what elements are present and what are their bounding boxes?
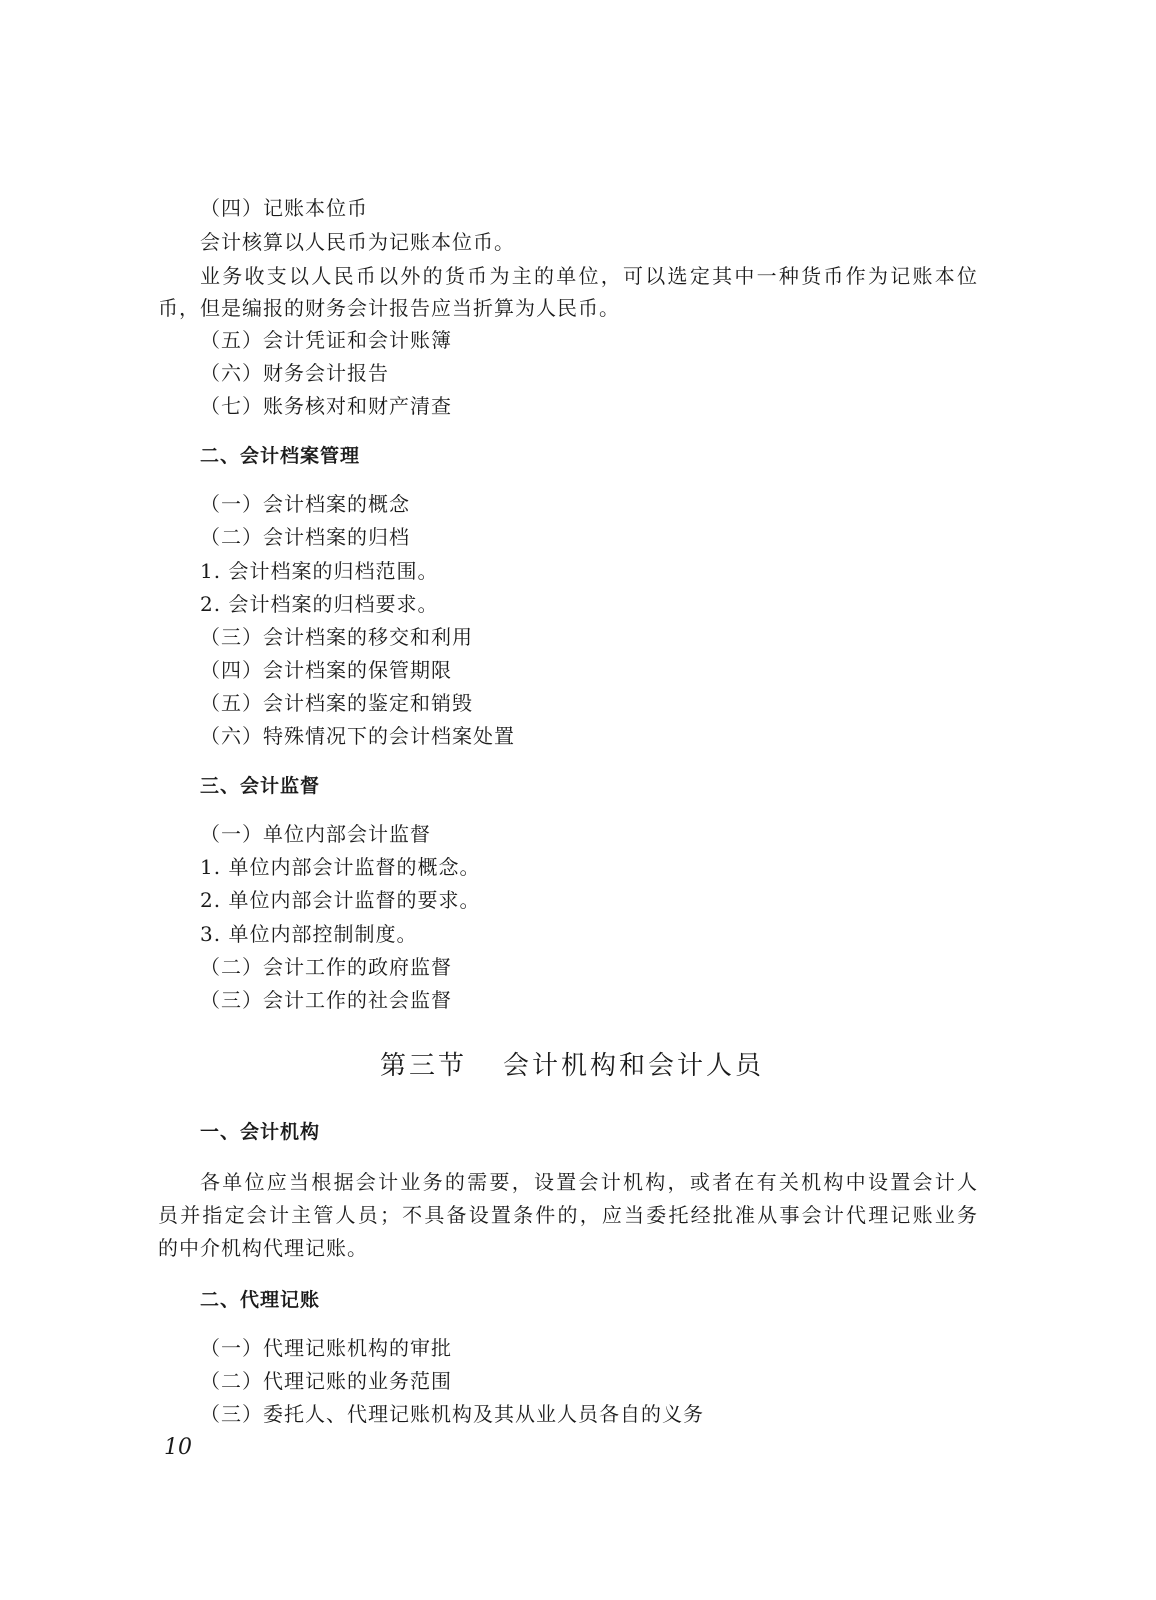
outline-item: 3. 单位内部控制制度。 (200, 922, 418, 946)
outline-item: 1. 会计档案的归档范围。 (200, 559, 439, 583)
subsection-heading: 二、会计档案管理 (200, 445, 361, 467)
outline-item: （一）单位内部会计监督 (200, 822, 431, 846)
paragraph-line: 币，但是编报的财务会计报告应当折算为人民币。 (158, 296, 620, 320)
outline-item: 2. 单位内部会计监督的要求。 (200, 888, 481, 912)
outline-item: （五）会计档案的鉴定和销毁 (200, 691, 473, 715)
subsection-heading: 三、会计监督 (200, 775, 321, 797)
section-number: 第三节 (380, 1051, 468, 1081)
paragraph-line: 各单位应当根据会计业务的需要，设置会计机构，或者在有关机构中设置会计人 (200, 1170, 978, 1194)
outline-item: （二）代理记账的业务范围 (200, 1369, 452, 1393)
outline-item: （七）账务核对和财产清查 (200, 394, 452, 418)
outline-item: （六）财务会计报告 (200, 361, 389, 385)
outline-item: （二）会计工作的政府监督 (200, 955, 452, 979)
outline-item: 1. 单位内部会计监督的概念。 (200, 855, 481, 879)
outline-item: （六）特殊情况下的会计档案处置 (200, 724, 515, 748)
subsection-heading: 二、代理记账 (200, 1289, 321, 1311)
outline-item: （四）记账本位币 (200, 196, 368, 220)
subsection-heading: 一、会计机构 (200, 1121, 321, 1143)
outline-item: （五）会计凭证和会计账簿 (200, 328, 452, 352)
outline-item: （一）代理记账机构的审批 (200, 1336, 452, 1360)
outline-item: （四）会计档案的保管期限 (200, 658, 452, 682)
page-number: 10 (164, 1435, 192, 1460)
outline-item: （二）会计档案的归档 (200, 525, 410, 549)
paragraph-line: 业务收支以人民币以外的货币为主的单位，可以选定其中一种货币作为记账本位 (200, 264, 978, 288)
section-title (380, 1048, 764, 1084)
section-name: 会计机构和会计人员 (503, 1051, 765, 1081)
outline-item: （三）会计档案的移交和利用 (200, 625, 473, 649)
paragraph-line: 的中介机构代理记账。 (158, 1236, 368, 1260)
outline-item: （一）会计档案的概念 (200, 492, 410, 516)
paragraph-line: 会计核算以人民币为记账本位币。 (200, 230, 515, 254)
paragraph-line: 员并指定会计主管人员；不具备设置条件的，应当委托经批准从事会计代理记账业务 (158, 1203, 978, 1227)
outline-item: （三）委托人、代理记账机构及其从业人员各自的义务 (200, 1402, 704, 1426)
outline-item: 2. 会计档案的归档要求。 (200, 592, 439, 616)
outline-item: （三）会计工作的社会监督 (200, 988, 452, 1012)
